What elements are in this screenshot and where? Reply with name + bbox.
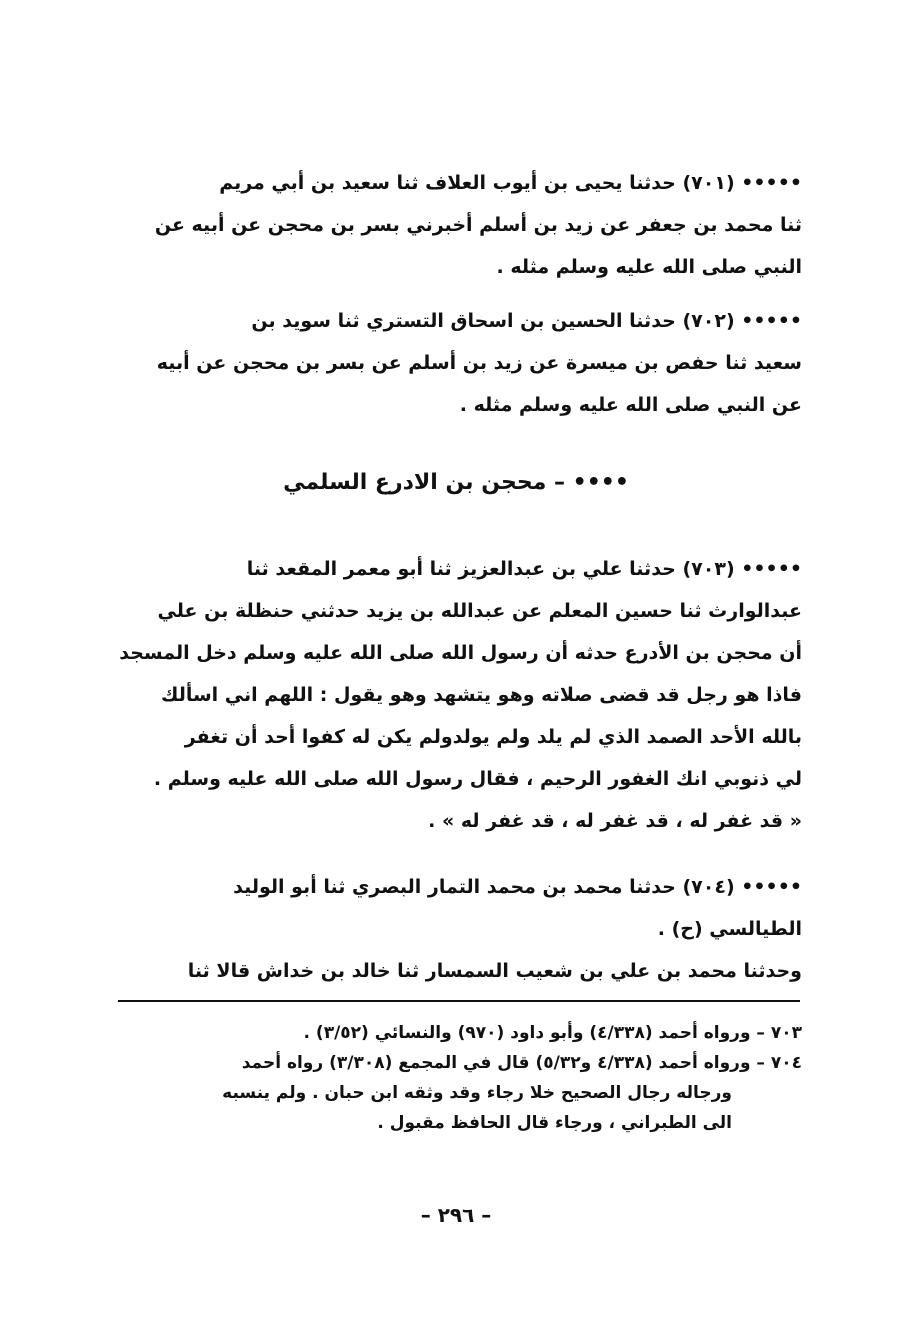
footnotes [102,1018,802,1138]
hadith-704 [102,866,802,950]
text-line: أن محجن بن الأدرع حدثه أن رسول الله صلى الله عليه وسلم دخل المسجد [119,642,802,664]
hadith-702 [102,300,802,426]
text-line: ثنا محمد بن جعفر عن زيد بن أسلم أخبرني بسر بن محجن عن أبيه عن [154,214,802,236]
text-line: النبي صلى الله عليه وسلم مثله . [496,256,802,278]
footnote-704-line-2: ورجاله رجال الصحيح خلا رجاء وقد وثقه ابن حبان . ولم ينسبه [222,1083,732,1103]
footnote-704: ٧٠٤ – ورواه أحمد (٤/٣٣٨ و٥/٣٢) قال في المجمع (٣/٣٠٨) رواه أحمد [241,1053,802,1073]
text-line: الطيالسي (ح) . [657,918,802,940]
footnote-divider [118,1000,800,1002]
text-line: عبدالوارث ثنا حسين المعلم عن عبدالله بن يزيد حدثني حنظلة بن علي [157,600,802,622]
text-line: ••••• (٧٠٣) حدثنا علي بن عبدالعزيز ثنا أبو معمر المقعد ثنا [246,558,802,580]
hadith-703 [102,548,802,842]
text-line: بالله الأحد الصمد الذي لم يلد ولم يولدولم يكن له كفوا أحد أن تغفر [184,726,802,748]
text-line: ••••• (٧٠١) حدثنا يحيى بن أيوب العلاف ثنا سعيد بن أبي مريم [219,172,802,194]
section-heading: •••• – محجن بن الادرع السلمي [283,470,629,495]
text-line: « قد غفر له ، قد غفر له ، قد غفر له » . [428,810,802,832]
text-line: ••••• (٧٠٢) حدثنا الحسين بن اسحاق التستري ثنا سويد بن [251,310,802,332]
text-line: عن النبي صلى الله عليه وسلم مثله . [459,394,802,416]
hadith-704-continuation [102,950,802,992]
footnote-704-line-3: الى الطبراني ، ورجاء قال الحافظ مقبول . [377,1113,732,1133]
hadith-701 [102,162,802,288]
text-line: سعيد ثنا حفص بن ميسرة عن زيد بن أسلم عن بسر بن محجن عن أبيه [156,352,802,374]
text-line: فاذا هو رجل قد قضى صلاته وهو يتشهد وهو يقول : اللهم اني اسألك [161,684,802,706]
page-number: – ٢٩٦ – [420,1203,492,1227]
text-line: ••••• (٧٠٤) حدثنا محمد بن محمد التمار البصري ثنا أبو الوليد [233,876,802,898]
footnote-703: ٧٠٣ – ورواه أحمد (٤/٣٣٨) وأبو داود (٩٧٠) والنسائي (٣/٥٢) . [303,1023,802,1043]
text-line: لي ذنوبي انك الغفور الرحيم ، فقال رسول الله صلى الله عليه وسلم . [153,768,802,790]
text-line: وحدثنا محمد بن علي بن شعيب السمسار ثنا خالد بن خداش قالا ثنا [187,960,802,982]
